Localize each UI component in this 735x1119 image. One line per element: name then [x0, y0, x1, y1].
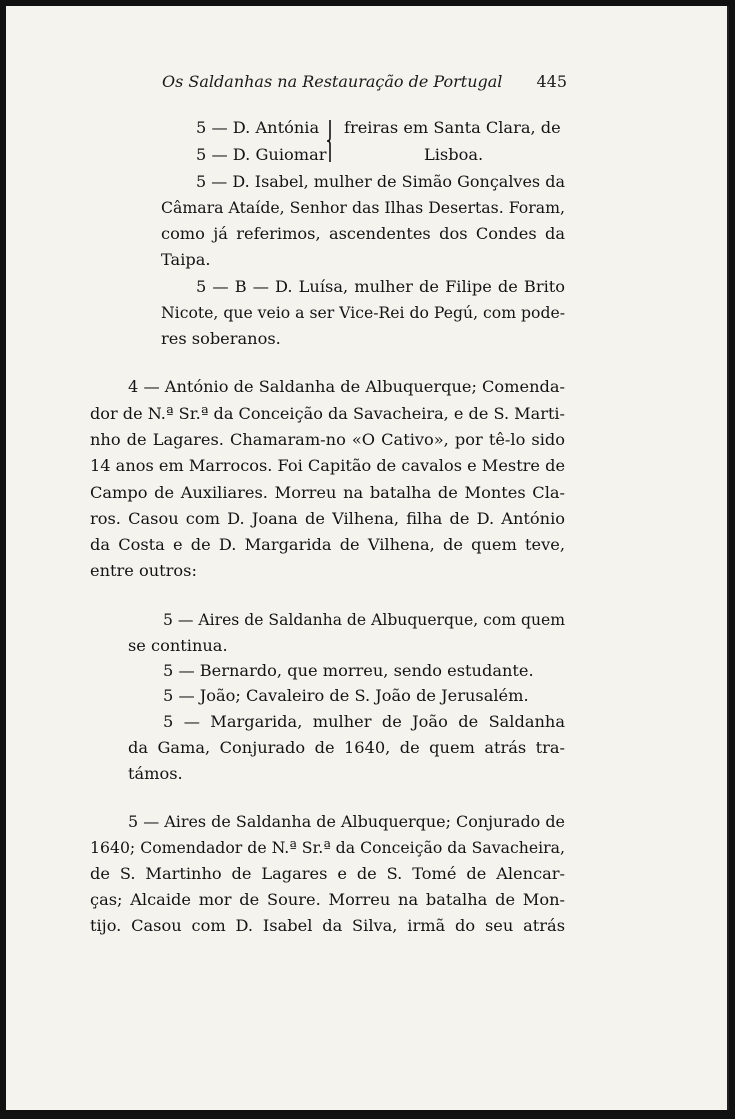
aires-entry-line-3: de S. Martinho de Lagares e de S. Tomé de Alencar- — [90, 864, 565, 883]
antonio-line-7: da Costa e de D. Margarida de Vilhena, de quem teve, — [90, 535, 565, 554]
aires-child-line-2: se continua. — [128, 636, 228, 655]
antonio-line-6: ros. Casou com D. Joana de Vilhena, filha de D. António — [90, 509, 565, 528]
antonio-line-4: 14 anos em Marrocos. Foi Capitão de cavalos e Mestre de — [90, 456, 565, 475]
antonio-line-8: entre outros: — [90, 561, 197, 580]
antonio-line-2: dor de N.ª Sr.ª da Conceição da Savacheira, e de S. Marti- — [90, 404, 565, 423]
isabel-line-2: Câmara Ataíde, Senhor das Ilhas Desertas. Foram, — [161, 198, 565, 217]
aires-entry-line-2: 1640; Comendador de N.ª Sr.ª da Conceição da Savacheira, — [90, 838, 565, 857]
lisboa-text: Lisboa. — [424, 145, 484, 164]
luisa-line-2: Nicote, que veio a ser Vice-Rei do Pegú, com pode- — [161, 303, 565, 322]
antonio-line-1: 4 — António de Saldanha de Albuquerque; Comenda- — [128, 377, 565, 396]
entry-antonia: 5 — D. Antónia — [196, 118, 320, 137]
freiras-text: freiras em Santa Clara, de — [344, 118, 561, 137]
entry-guiomar: 5 — D. Guiomar — [196, 145, 327, 164]
aires-entry-line-5: tijo. Casou com D. Isabel da Silva, irmã do seu atrás — [90, 916, 565, 935]
antonio-line-3: nho de Lagares. Chamaram-no «O Cativo», por tê-lo sido — [90, 430, 565, 449]
luisa-line-3: res soberanos. — [161, 329, 281, 348]
running-title: Os Saldanhas na Restauração de Portugal — [162, 72, 503, 91]
margarida-line-3: támos. — [128, 764, 183, 783]
brace-icon — [320, 118, 338, 164]
antonio-line-5: Campo de Auxiliares. Morreu na batalha de Montes Cla- — [90, 483, 565, 502]
aires-child-line-1: 5 — Aires de Saldanha de Albuquerque, com quem — [163, 610, 565, 629]
margarida-line-2: da Gama, Conjurado de 1640, de quem atrás tra- — [128, 738, 565, 757]
running-header — [162, 72, 567, 91]
luisa-line-1: 5 — B — D. Luísa, mulher de Filipe de Brito — [196, 277, 565, 296]
isabel-line-3: como já referimos, ascendentes dos Condes da — [161, 224, 565, 243]
bernardo-line: 5 — Bernardo, que morreu, sendo estudante. — [163, 661, 534, 680]
aires-entry-line-4: ças; Alcaide mor de Soure. Morreu na batalha de Mon- — [90, 890, 565, 909]
isabel-line-1: 5 — D. Isabel, mulher de Simão Gonçalves da — [196, 172, 565, 191]
page-number: 445 — [536, 72, 567, 91]
isabel-line-4: Taipa. — [161, 250, 211, 269]
margarida-line-1: 5 — Margarida, mulher de João de Saldanha — [163, 712, 565, 731]
joao-line: 5 — João; Cavaleiro de S. João de Jerusalém. — [163, 686, 529, 705]
aires-entry-line-1: 5 — Aires de Saldanha de Albuquerque; Conjurado de — [128, 812, 565, 831]
